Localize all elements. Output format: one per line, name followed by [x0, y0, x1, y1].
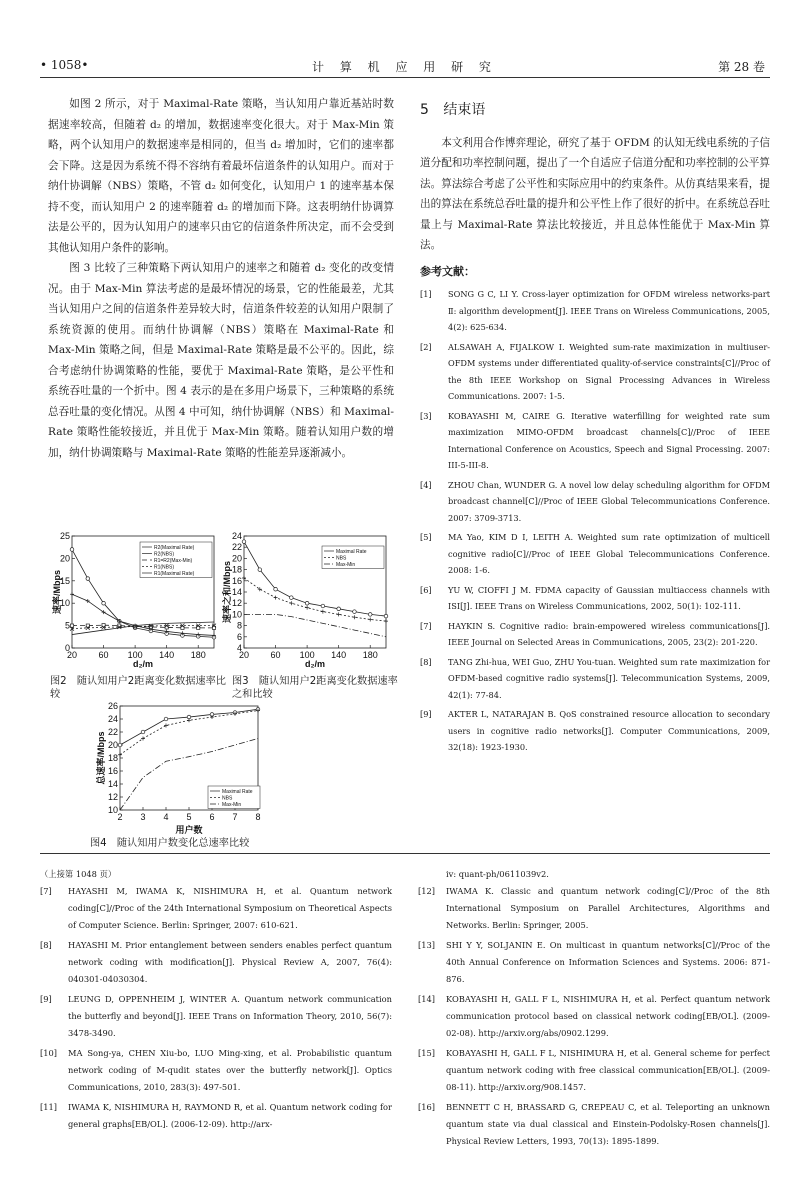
data-point [368, 613, 372, 617]
y-tick-label: 6 [236, 631, 242, 642]
reference-number: [15] [418, 1048, 436, 1058]
data-point [118, 743, 122, 747]
reference-number: [13] [418, 940, 436, 950]
y-tick-label: 22 [231, 542, 242, 553]
legend-label: NBS [222, 795, 233, 802]
series-line [244, 578, 386, 621]
y-axis-label: 总速率/Mbps [96, 731, 106, 785]
data-point [305, 601, 309, 605]
reference-number: [11] [40, 1102, 58, 1112]
y-tick-label: 12 [231, 598, 242, 609]
x-tick-label: 8 [255, 812, 261, 822]
reference-number: [7] [40, 886, 52, 896]
data-point [86, 577, 90, 581]
reference-number: [8] [420, 656, 432, 667]
y-tick-label: 26 [107, 702, 118, 711]
data-point [141, 737, 145, 741]
data-point [290, 596, 294, 600]
series-line [244, 614, 386, 636]
continued-note: （上接第 1048 页） [40, 869, 117, 879]
data-point [321, 604, 325, 608]
reference-text: HAYASHI M. Prior entanglement between senders enables perfect quantum network coding with modification[J]. Physical Review A, 2007, 76(4): 040301-04030304. [68, 940, 392, 984]
reference-number: [4] [420, 479, 432, 490]
data-point [187, 718, 191, 722]
data-point [337, 607, 341, 611]
reference-item [420, 582, 770, 615]
reference-number: [9] [420, 709, 432, 719]
y-tick-label: 20 [231, 553, 242, 564]
y-tick-label: 8 [236, 620, 242, 631]
legend-label: R1(NBS) [154, 564, 175, 571]
reference-text: SONG G C, LI Y. Cross-layer optimization for OFDM wireless networks-part Ⅱ: algorithm development[J]. IEEE Trans on Wireless Communications, 2005, 4(2): 625-634. [448, 289, 770, 332]
reference-number: [14] [418, 994, 436, 1004]
x-tick-label: 2 [117, 812, 123, 822]
reference-text: LEUNG D, OPPENHEIM J, WINTER A. Quantum network communication the butterfly and beyond[J]. IEEE Trans on Information Theory, 2010, 56(7): 3478-3490. [68, 994, 392, 1038]
x-tick-label: 180 [362, 650, 378, 660]
data-point [352, 615, 356, 619]
data-point [305, 606, 309, 610]
data-point [274, 587, 278, 591]
bottom-right-references [418, 866, 770, 1153]
x-tick-label: 6 [209, 812, 215, 822]
running-header [0, 54, 809, 74]
x-tick-label: 5 [186, 812, 192, 822]
data-point [368, 617, 372, 621]
y-tick-label: 18 [107, 753, 118, 763]
reference-item [418, 883, 770, 934]
section-title: 结束语 [443, 102, 486, 118]
reference-text: KOBAYASHI H, GALL F L, NISHIMURA H, et al. Perfect quantum network communication protocol based on classical network coding[EB/OL]. (2009-02-08). http://arxiv.org/abs/0902.1299. [446, 994, 770, 1038]
reference-number: [3] [420, 410, 432, 421]
reference-number: [1] [420, 289, 432, 299]
y-tick-label: 20 [107, 740, 118, 750]
reference-number: [5] [420, 532, 432, 542]
y-tick-label: 10 [59, 598, 70, 609]
reference-number: [7] [420, 620, 432, 631]
reference-item [418, 937, 770, 988]
x-tick-label: 140 [159, 650, 175, 660]
right-column [420, 96, 770, 759]
data-point [289, 601, 293, 605]
paragraph-fig3-fig4-discussion: 图 3 比较了三种策略下两认知用户的速率之和随着 d₂ 变化的改变情况。由于 Max-Min 算法考虑的是最坏情况的场景，它的性能最差，尤其当认知用户之间的信道条件差异较大时，信道条件较差的认知用户限制了系统资源的使用。而纳什协调解（NBS）策略在 Maximal-Rate 和 Max-Min 策略之间，但是 Maximal-Rate 策略是最不公平的。因此，综合考虑纳什协调策略的性能，要优于 Maximal-Rate 策略，是公平性和系统吞吐量的一个折中。图 4 表示的是在多用户场景下，三种策略的系统总吞吐量的变化情况。从图 4 中可知，纳什协调解（NBS）和 Maximal-Rate 策略性能较接近，并且优于 Max-Min 策略。随着认知用户数的增加，纳什协调策略与 Maximal-Rate 策略的性能差异逐渐减小。 [48, 262, 394, 459]
y-tick-label: 12 [107, 792, 118, 802]
reference-item [418, 991, 770, 1042]
y-tick-label: 25 [59, 531, 70, 541]
reference-item [420, 339, 770, 405]
legend-label: R2(NBS) [154, 551, 175, 558]
data-point [164, 724, 168, 728]
reference-text: TANG Zhi-hua, WEI Guo, ZHU You-tuan. Weighted sum rate maximization for OFDM-based cognitive radio systems[J]. Telecommunication Systems, 2009, 42(1): 77-84. [448, 656, 770, 700]
reference-text: BENNETT C H, BRASSARD G, CREPEAU C, et al. Teleporting an unknown quantum state via dual classical and Einstein-Podolsky-Rosen channels[J]. Physical Review Letters, 1993, 70(13): 1895-1899. [446, 1102, 770, 1146]
reference-item [40, 991, 392, 1042]
reference-item [418, 1045, 770, 1096]
figure-2-caption: 图2 随认知用户2距离变化数据速率比较 [50, 676, 226, 700]
reference-text: SHI Y Y, SOLJANIN E. On multicast in quantum networks[C]//Proc of the 40th Annual Conference on Information Sciences and Systems. 2006: 871-876. [446, 940, 770, 984]
reference-item [420, 706, 770, 756]
x-tick-label: 60 [270, 650, 281, 660]
x-tick-label: 20 [238, 650, 250, 660]
reference-item [420, 477, 770, 527]
reference-text: IWAMA K, NISHIMURA H, RAYMOND R, et al. Quantum network coding for general graphs[EB/OL]. (2006-12-09). http://arx- [68, 1102, 392, 1129]
y-tick-label: 16 [231, 575, 242, 586]
references-list [420, 286, 770, 756]
figure-3-chart [222, 530, 392, 668]
y-tick-label: 4 [236, 643, 242, 653]
figure-3-caption: 图3 随认知用户2距离变化数据速率之和比较 [232, 676, 398, 700]
x-axis-label: d₂/m [133, 659, 153, 668]
legend-label: R2(Maximal Rate) [154, 545, 195, 551]
y-tick-label: 10 [231, 609, 242, 620]
paragraph-fig2-discussion: 如图 2 所示，对于 Maximal-Rate 策略，当认知用户靠近基站时数据速率较高，但随着 d₂ 的增加，数据速率变化很大。对于 Max-Min 策略，两个认知用户的数据速率是相同的，但当 d₂ 增加时，它们的速率都会下降。这是因为系统不得不容纳有着最坏信道条件的认知用户。而对于纳什协调解（NBS）策略，不管 d₂ 如何变化，认知用户 1 的速率基本保持不变，而认知用户 2 的速率随着 d₂ 的增加而下降。这表明纳什协调算法是公平的，因为认知用户的速率只由它的信道条件所决定，而不会受到其他认知用户条件的影响。 [48, 98, 394, 254]
legend-label: R1(Maximal Rate) [154, 571, 195, 577]
reference-text: MA Song-ya, CHEN Xiu-bo, LUO Ming-xing, et al. Probabilistic quantum network coding of M-qudit states over the butterfly network[J]. Optics Communications, 2010, 283(3): 497-501. [68, 1048, 392, 1092]
data-point [274, 596, 278, 600]
x-tick-label: 140 [331, 650, 347, 660]
data-point [70, 592, 74, 596]
reference-item [40, 1045, 392, 1096]
y-axis-label: 速率/Mbps [52, 570, 62, 614]
figure-4-caption: 图4 随认知用户数变化总速率比较 [90, 838, 250, 849]
figure-4-chart [96, 702, 272, 834]
section-heading [420, 100, 770, 121]
reference-text: YU W, CIOFFI J M. FDMA capacity of Gaussian multiaccess channels with ISI[J]. IEEE Trans on Wireless Communications, 2002, 50(1): 102-111. [448, 584, 770, 611]
data-point [353, 610, 357, 614]
data-point [102, 601, 106, 605]
legend-label: Max-Min [222, 802, 242, 808]
reference-continuation: iv: quant-ph/0611039v2. [446, 869, 549, 879]
data-point [384, 619, 388, 623]
data-point [164, 717, 168, 721]
reference-number: [6] [420, 584, 432, 595]
x-axis-label: d₂/m [305, 659, 325, 668]
conclusion-paragraph: 本文利用合作博弈理论，研究了基于 OFDM 的认知无线电系统的子信道分配和功率控制问题，提出了一个自适应子信道分配和功率控制的公平算法。算法综合考虑了公平性和实际应用中的约束条件。从仿真结果来看，提出的算法在系统总吞吐量的提升和公平性上作了很好的折中。在系统总吞吐量上与 Maximal-Rate 算法比较接近，并且总体性能优于 Max-Min 算法。 [420, 136, 770, 251]
legend-label: R1=R2(Max-Min) [154, 558, 193, 564]
reference-item [420, 618, 770, 651]
reference-number: [8] [40, 940, 52, 950]
header-rule [40, 77, 770, 78]
data-point [242, 540, 246, 544]
volume-label: 第 28 卷 [718, 60, 765, 74]
reference-item [420, 654, 770, 704]
page-number: • 1058• [40, 58, 89, 72]
data-point [258, 568, 262, 572]
reference-text: HAYASHI M, IWAMA K, NISHIMURA H, et al. Quantum network coding[C]//Proc of the 24th International Symposium on Theoretical Aspects of Computer Science. Berlin: Springer, 2007: 610-621. [68, 886, 392, 930]
x-axis-label: 用户数 [175, 825, 203, 834]
legend-label: Max-Min [336, 562, 356, 568]
y-tick-label: 16 [107, 766, 118, 776]
continued-section-rule [40, 853, 770, 854]
data-point [70, 548, 74, 552]
reference-text: KOBAYASHI H, GALL F L, NISHIMURA H, et al. General scheme for perfect quantum network coding with free classical communication[EB/OL]. (2009-08-11). http://arxiv.org/908.1457. [446, 1048, 770, 1092]
reference-text: ALSAWAH A, FIJALKOW I. Weighted sum-rate maximization in multiuser-OFDM systems under differentiated quality-of-service constraints[C]//Proc of the 8th IEEE Workshop on Signal Processing Advances in Wireless Communications. 2007: 1-5. [448, 341, 770, 401]
legend-label: Maximal Rate [222, 789, 253, 795]
reference-number: [12] [418, 886, 436, 896]
reference-text: AKTER L, NATARAJAN B. QoS constrained resource allocation to secondary users in cognitive radio networks[J]. Computer Communications, 2009, 32(18): 1923-1930. [448, 709, 770, 752]
y-tick-label: 5 [64, 620, 70, 631]
references-heading: 参考文献： [420, 264, 475, 278]
reference-item [40, 937, 392, 988]
y-tick-label: 24 [107, 714, 118, 724]
x-tick-label: 4 [163, 812, 169, 822]
section-number: 5 [420, 102, 429, 118]
reference-number: [2] [420, 341, 432, 352]
journal-title: 计 算 机 应 用 研 究 [312, 60, 497, 74]
legend-label: NBS [336, 555, 347, 562]
left-column [48, 94, 394, 463]
data-point [384, 614, 388, 618]
x-tick-label: 100 [127, 650, 143, 660]
reference-number: [10] [40, 1048, 58, 1058]
data-point [321, 610, 325, 614]
series-line [72, 622, 214, 635]
reference-number: [16] [418, 1102, 436, 1112]
x-tick-label: 7 [232, 812, 238, 822]
reference-item [420, 529, 770, 579]
reference-item [420, 408, 770, 474]
reference-text: HAYKIN S. Cognitive radio: brain-empowered wireless communications[J]. IEEE Journal on Selected Areas in Communications, 2005, 23(2): 201-220. [448, 620, 770, 647]
reference-number: [9] [40, 994, 52, 1004]
reference-text: IWAMA K. Classic and quantum network coding[C]//Proc of the 8th International Symposium on Parallel Architectures, Algorithms and Networks. Berlin: Springer, 2005. [446, 886, 770, 930]
y-tick-label: 20 [59, 553, 70, 564]
y-tick-label: 22 [107, 727, 118, 737]
data-point [141, 730, 145, 734]
x-tick-label: 20 [66, 650, 78, 660]
y-tick-label: 0 [64, 643, 70, 653]
reference-text: ZHOU Chan, WUNDER G. A novel low delay scheduling algorithm for OFDM broadcast channel[C]//Proc of IEEE Global Telecommunications Conference. 2007: 3709-3713. [448, 479, 770, 523]
reference-item [40, 883, 392, 934]
reference-item [420, 286, 770, 336]
y-tick-label: 18 [231, 564, 242, 575]
reference-item [40, 1099, 392, 1133]
y-tick-label: 14 [231, 587, 242, 597]
bottom-left-references [40, 866, 392, 1136]
y-tick-label: 14 [107, 779, 118, 789]
y-axis-label: 速率之和/Mbps [222, 561, 232, 623]
figure-2-chart [52, 530, 222, 668]
data-point [70, 624, 73, 627]
legend-label: Maximal Rate [336, 549, 367, 555]
y-tick-label: 10 [107, 805, 118, 815]
x-tick-label: 60 [98, 650, 109, 660]
reference-item [418, 1099, 770, 1150]
y-tick-label: 15 [59, 575, 70, 586]
reference-text: KOBAYASHI M, CAIRE G. Iterative waterfilling for weighted rate sum maximization MIMO-OFDM broadcast channels[C]//Proc of IEEE International Conference on Acoustics, Speech and Signal Processing. 2007: III-5-III-8. [448, 410, 770, 470]
data-point [337, 612, 341, 616]
x-tick-label: 3 [140, 812, 146, 822]
reference-text: MA Yao, KIM D I, LEITH A. Weighted sum rate optimization of multicell cognitive radio[C]//Proc of IEEE Global Telecommunications Conference. 2008: 1-6. [448, 532, 770, 575]
y-tick-label: 24 [231, 531, 242, 541]
x-tick-label: 100 [299, 650, 315, 660]
x-tick-label: 180 [190, 650, 206, 660]
